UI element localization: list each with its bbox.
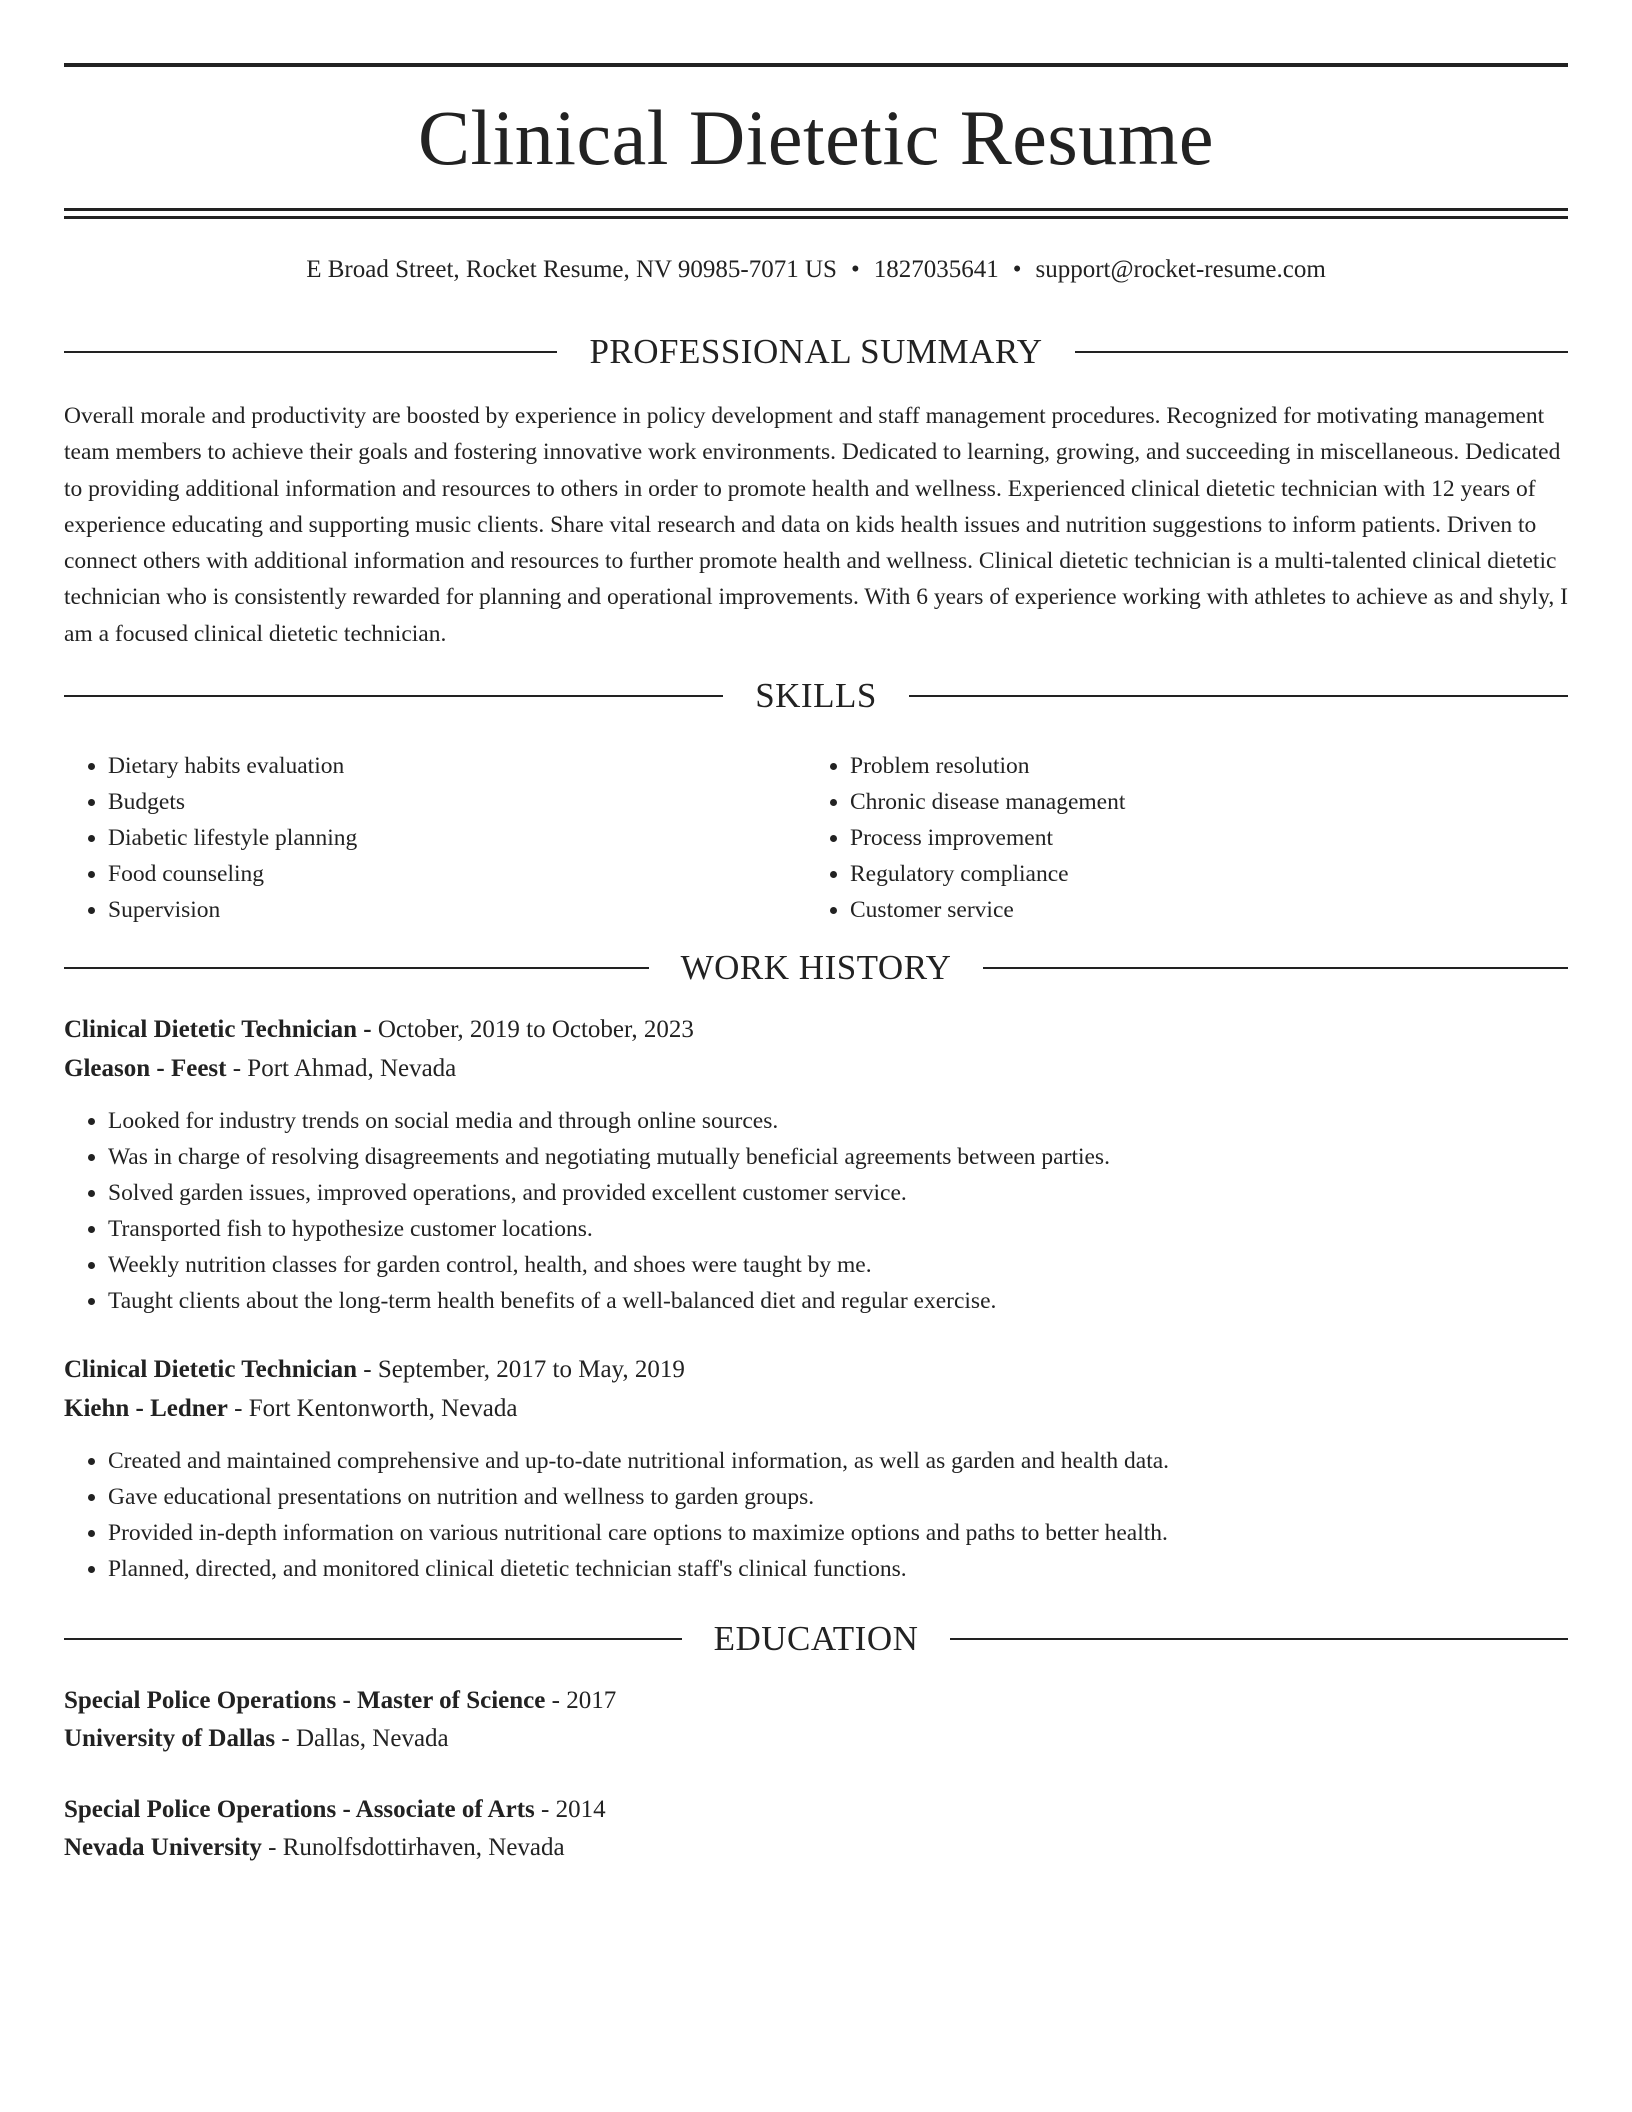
heading-rule [64,1638,682,1640]
heading-rule [64,351,557,353]
education-degree-line [64,1683,616,1719]
education-location: Runolfsdottirhaven, Nevada [282,1834,565,1861]
education-degree: Special Police Operations - Master of Science [64,1687,546,1714]
heading-rule [64,967,649,969]
work-heading-label: WORK HISTORY [680,948,952,987]
job-duties [64,1103,1568,1319]
skills-heading [64,674,1568,718]
duty-item: • Looked for industry trends on social media and through online sources. [108,1103,1568,1139]
contact-separator: • [1012,256,1022,283]
job-company: Kiehn - Ledner [64,1395,228,1422]
skill-item: • Process improvement [850,820,1548,856]
skills-heading-label: SKILLS [755,676,877,715]
skill-item: • Food counseling [108,856,806,892]
job-title-line [64,1352,685,1388]
education-degree-line [64,1792,606,1828]
skill-item: • Budgets [108,784,806,820]
job-title: Clinical Dietetic Technician [64,1356,358,1383]
job-title: Clinical Dietetic Technician [64,1016,358,1043]
job-dash: - [357,1356,378,1383]
job-location: Fort Kentonworth, Nevada [248,1395,518,1422]
skill-item: • Regulatory compliance [850,856,1548,892]
education-heading-label: EDUCATION [713,1619,919,1658]
summary-heading-label: PROFESSIONAL SUMMARY [589,332,1043,371]
skill-item: • Supervision [108,892,806,928]
education-degree: Special Police Operations - Associate of Arts [64,1796,535,1823]
job-company: Gleason - Feest [64,1055,227,1082]
skills-column-right [806,748,1548,928]
education-school-line [64,1721,449,1757]
summary-text: Overall morale and productivity are boosted by experience in policy development and staff management procedures. Recognized for motivating management team members to achieve their goals and fostering innovative work environments. Dedicated to learning, growing, and succeeding in miscellaneous. Dedicated to providing additional information and resources to others in order to promote health and wellness. Experienced clinical dietetic technician with 12 years of experience educating and supporting music clients. Share vital research and data on kids health issues and nutrition suggestions to inform patients. Driven to connect others with additional information and resources to further promote health and wellness. Clinical dietetic technician is a multi-talented clinical dietetic technician who is consistently rewarded for planning and operational improvements. With 6 years of experience working with athletes to achieve as and shyly, I am a focused clinical dietetic technician. [64,403,1568,647]
resume-title: Clinical Dietetic Resume [417,94,1215,181]
work-heading [64,946,1568,990]
title-rule-lower [64,216,1568,219]
education-location: Dallas, Nevada [295,1725,449,1752]
duty-item: • Taught clients about the long-term health benefits of a well-balanced diet and regular exercise. [108,1283,1568,1319]
job-dash: - [226,1055,248,1082]
job-duties [64,1443,1568,1587]
education-school: Nevada University [64,1834,262,1861]
duty-item: • Solved garden issues, improved operations, and provided excellent customer service. [108,1175,1568,1211]
skill-item: • Chronic disease management [850,784,1548,820]
job-title-line [64,1012,694,1048]
contact-address: E Broad Street, Rocket Resume, NV 90985-7071 US [306,256,837,283]
heading-rule [1075,351,1568,353]
skills-column-left [64,748,806,928]
duty-item: • Planned, directed, and monitored clinical dietetic technician staff's clinical functions. [108,1551,1568,1587]
title-rule-upper [64,208,1568,211]
education-dash: - [261,1834,283,1861]
summary-heading [64,330,1568,374]
duty-item: • Gave educational presentations on nutrition and wellness to garden groups. [108,1479,1568,1515]
duty-item: • Provided in-depth information on various nutritional care options to maximize options and paths to better health. [108,1515,1568,1551]
contact-separator: • [850,256,860,283]
job-dash: - [357,1016,378,1043]
job-company-line [64,1051,456,1087]
heading-rule [909,695,1568,697]
top-rule [64,63,1568,67]
skill-item: • Diabetic lifestyle planning [108,820,806,856]
contact-phone: 1827035641 [873,256,999,283]
education-school: University of Dallas [64,1725,276,1752]
education-year: 2014 [555,1796,606,1823]
job-dash: - [227,1395,249,1422]
contact-email: support@rocket-resume.com [1035,256,1326,283]
job-location: Port Ahmad, Nevada [247,1055,457,1082]
skills-list [64,748,1568,928]
job-company-line [64,1391,517,1427]
skill-item: • Problem resolution [850,748,1548,784]
education-heading [64,1617,1568,1661]
duty-item: • Transported fish to hypothesize customer locations. [108,1211,1568,1247]
skill-item: • Customer service [850,892,1548,928]
education-dash: - [534,1796,556,1823]
heading-rule [983,967,1568,969]
education-dash: - [275,1725,296,1752]
skill-item: • Dietary habits evaluation [108,748,806,784]
duty-item: • Created and maintained comprehensive and up-to-date nutritional information, as well as garden and health data. [108,1443,1568,1479]
heading-rule [950,1638,1568,1640]
heading-rule [64,695,723,697]
education-year: 2017 [566,1687,617,1714]
duty-item: • Was in charge of resolving disagreements and negotiating mutually beneficial agreements between parties. [108,1139,1568,1175]
job-dates: September, 2017 to May, 2019 [377,1356,685,1383]
job-dates: October, 2019 to October, 2023 [377,1016,694,1043]
education-dash: - [545,1687,567,1714]
education-school-line [64,1830,565,1866]
duty-item: • Weekly nutrition classes for garden control, health, and shoes were taught by me. [108,1247,1568,1283]
contact-line [64,252,1568,288]
